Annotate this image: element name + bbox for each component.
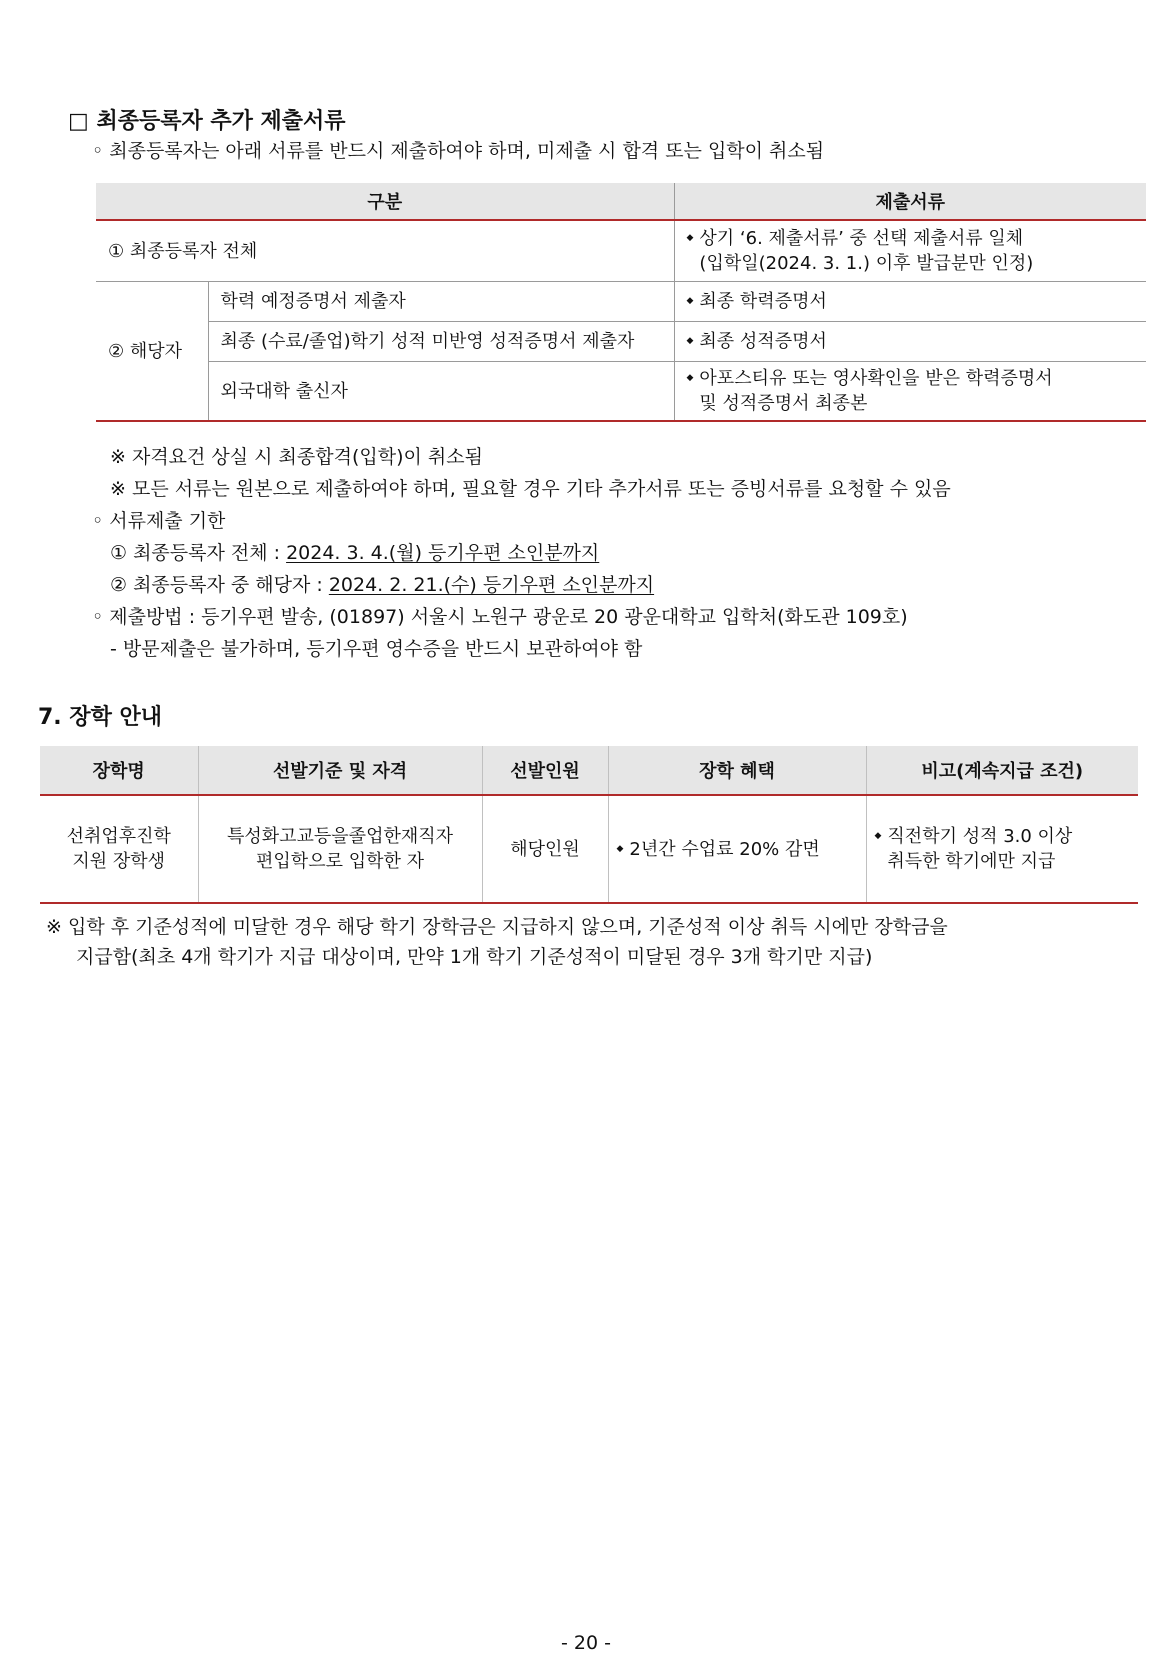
scholarship-count: 해당인원 (482, 795, 608, 903)
scholarship-name (40, 795, 198, 903)
deadline1-date: 2024. 3. 4.(월) 등기우편 소인분까지 (286, 542, 600, 564)
table-row (96, 220, 1146, 282)
scholarship-note-line2: 지급함(최초 4개 학기가 지급 대상이며, 만약 1개 학기 기준성적이 미달된 경우 3개 학기만 지급) (76, 946, 873, 968)
row1-docs (674, 220, 1146, 282)
deadline1-label: ① 최종등록자 전체 : (110, 542, 287, 564)
table-row (96, 322, 1146, 362)
row2b-docs (674, 322, 1146, 362)
row2c-sub: 외국대학 출신자 (208, 362, 674, 422)
row2c-docs (674, 362, 1146, 422)
bullet-icon: ◆ (686, 233, 694, 243)
row2c-docs-line2: 및 성적증명서 최종본 (699, 393, 868, 414)
submission-method: ◦ 제출방법 : 등기우편 발송, (01897) 서울시 노원구 광운로 20 광운대학교 입학처(화도관 109호) (92, 606, 908, 628)
row2b-docs-text: 최종 성적증명서 (699, 331, 827, 352)
row2a-docs-text: 최종 학력증명서 (699, 291, 827, 312)
row2b-sub: 최종 (수료/졸업)학기 성적 미반영 성적증명서 제출자 (208, 322, 674, 362)
scholarship-benefit (608, 795, 866, 903)
remark-line2: 취득한 학기에만 지급 (887, 851, 1056, 872)
criteria-line2: 편입학으로 입학한 자 (256, 851, 424, 872)
bullet-icon: ◆ (616, 843, 624, 854)
table-row (96, 282, 1146, 322)
col-header-remark: 비고(계속지급 조건) (866, 746, 1138, 795)
note-original-docs: ※ 모든 서류는 원본으로 제출하여야 하며, 필요할 경우 기타 추가서류 또는 증빙서류를 요청할 수 있음 (110, 478, 951, 500)
col-header-benefit: 장학 혜택 (608, 746, 866, 795)
table-row (96, 362, 1146, 422)
bullet-icon: ◆ (686, 296, 694, 306)
table-row (40, 795, 1138, 903)
col-header-count: 선발인원 (482, 746, 608, 795)
row1-docs-line1: 상기 ‘6. 제출서류’ 중 선택 제출서류 일체 (699, 228, 1024, 249)
row2-group: ② 해당자 (96, 282, 208, 422)
section-heading-final-docs: □ 최종등록자 추가 제출서류 (68, 109, 346, 134)
col-header-docs: 제출서류 (674, 183, 1146, 220)
final-docs-table (96, 183, 1146, 422)
row1-category: ① 최종등록자 전체 (96, 220, 674, 282)
table-header-row (96, 183, 1146, 220)
scholarship-note-line1: ※ 입학 후 기준성적에 미달한 경우 해당 학기 장학금은 지급하지 않으며, 기준성적 이상 취득 시에만 장학금을 (46, 916, 948, 938)
deadline-title: ◦ 서류제출 기한 (92, 510, 226, 532)
scholarship-name-line2: 지원 장학생 (72, 851, 166, 872)
deadline2-date: 2024. 2. 21.(수) 등기우편 소인분까지 (328, 574, 655, 596)
benefit-text: 2년간 수업료 20% 감면 (629, 838, 820, 860)
bullet-icon: ◆ (686, 373, 694, 383)
intro-text: ◦ 최종등록자는 아래 서류를 반드시 제출하여야 하며, 미제출 시 합격 또는 입학이 취소됨 (92, 140, 825, 162)
note-qualification: ※ 자격요건 상실 시 최종합격(입학)이 취소됨 (110, 446, 483, 468)
col-header-name: 장학명 (40, 746, 198, 795)
scholarship-table (40, 746, 1138, 904)
section-heading-scholarship: 7. 장학 안내 (38, 705, 162, 730)
deadline-item-2 (110, 570, 654, 597)
scholarship-remark (866, 795, 1138, 903)
bullet-icon: ◆ (874, 831, 882, 841)
deadline2-label: ② 최종등록자 중 해당자 : (110, 574, 329, 596)
page-number: - 20 - (561, 1632, 611, 1654)
table-header-row (40, 746, 1138, 795)
deadline-item-1 (110, 538, 599, 565)
col-header-criteria: 선발기준 및 자격 (198, 746, 482, 795)
row2a-docs (674, 282, 1146, 322)
scholarship-name-line1: 선취업후진학 (66, 826, 171, 847)
row1-docs-line2: (입학일(2024. 3. 1.) 이후 발급분만 인정) (699, 253, 1034, 274)
submission-method-note: - 방문제출은 불가하며, 등기우편 영수증을 반드시 보관하여야 함 (110, 638, 643, 660)
col-header-category: 구분 (96, 183, 674, 220)
criteria-line1: 특성화고교등을졸업한재직자 (226, 826, 454, 847)
row2c-docs-line1: 아포스티유 또는 영사확인을 받은 학력증명서 (699, 368, 1053, 389)
bullet-icon: ◆ (686, 336, 694, 346)
scholarship-criteria (198, 795, 482, 903)
row2a-sub: 학력 예정증명서 제출자 (208, 282, 674, 322)
remark-line1: 직전학기 성적 3.0 이상 (887, 826, 1073, 847)
